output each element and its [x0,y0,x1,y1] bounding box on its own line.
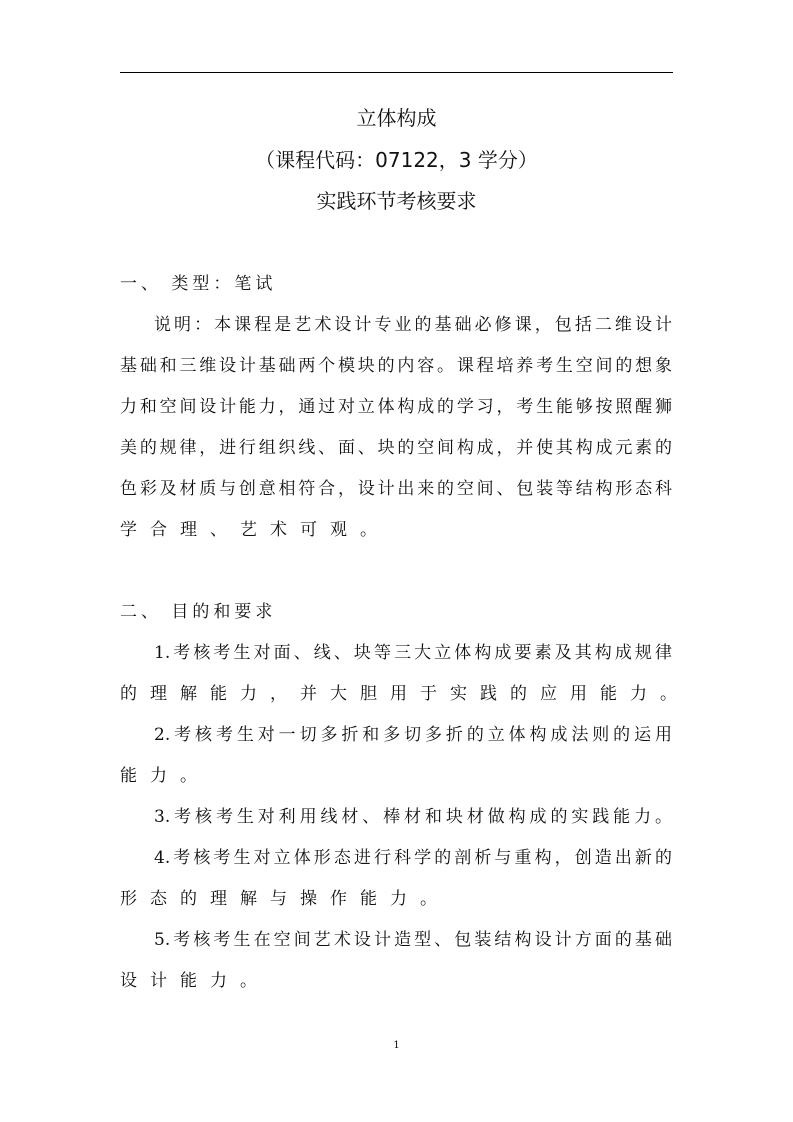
section-type [120,264,672,551]
section-goals [120,592,690,1002]
paragraph-line: 基础和三维设计基础两个模块的内容。课程培养考生空间的想象 [120,356,672,376]
list-item-line: 的理解能力，并大胆用于实践的应用能力。 [120,684,690,704]
section-heading: 二、 目的和要求 [120,602,277,622]
document-title: 立体构成 [356,106,437,130]
section-heading: 一、 类型：笔试 [120,274,277,294]
list-item-line: 2.考核考生对一切多折和多切多折的立体构成法则的运用 [154,725,672,745]
page-number: 1 [393,1040,400,1051]
list-item-line: 形态的理解与操作能力。 [120,889,450,909]
list-item-line: 4.考核考生对立体形态进行科学的剖析与重构，创造出新的 [154,848,672,868]
list-item-line: 设计能力。 [120,971,270,991]
paragraph-line: 学合理、艺术可观。 [120,520,390,540]
document-subtitle: 实践环节考核要求 [316,189,477,213]
paragraph-line: 色彩及材质与创意相符合，设计出来的空间、包装等结构形态科 [120,479,672,499]
list-item-line: 5.考核考生在空间艺术设计造型、包装结构设计方面的基础 [154,930,672,950]
list-item-line: 1.考核考生对面、线、块等三大立体构成要素及其构成规律 [154,643,672,663]
list-item-line: 3.考核考生对利用线材、棒材和块材做构成的实践能力。 [154,807,672,827]
paragraph-line: 美的规律，进行组织线、面、块的空间构成，并使其构成元素的 [120,438,672,458]
course-code: （课程代码：07122，3 学分） [255,148,538,172]
paragraph-line: 说明：本课程是艺术设计专业的基础必修课，包括二维设计 [154,315,672,335]
header-rule [120,72,673,73]
paragraph-line: 力和空间设计能力，通过对立体构成的学习，考生能够按照醒狮 [120,397,672,417]
list-item-line: 能力。 [120,766,210,786]
